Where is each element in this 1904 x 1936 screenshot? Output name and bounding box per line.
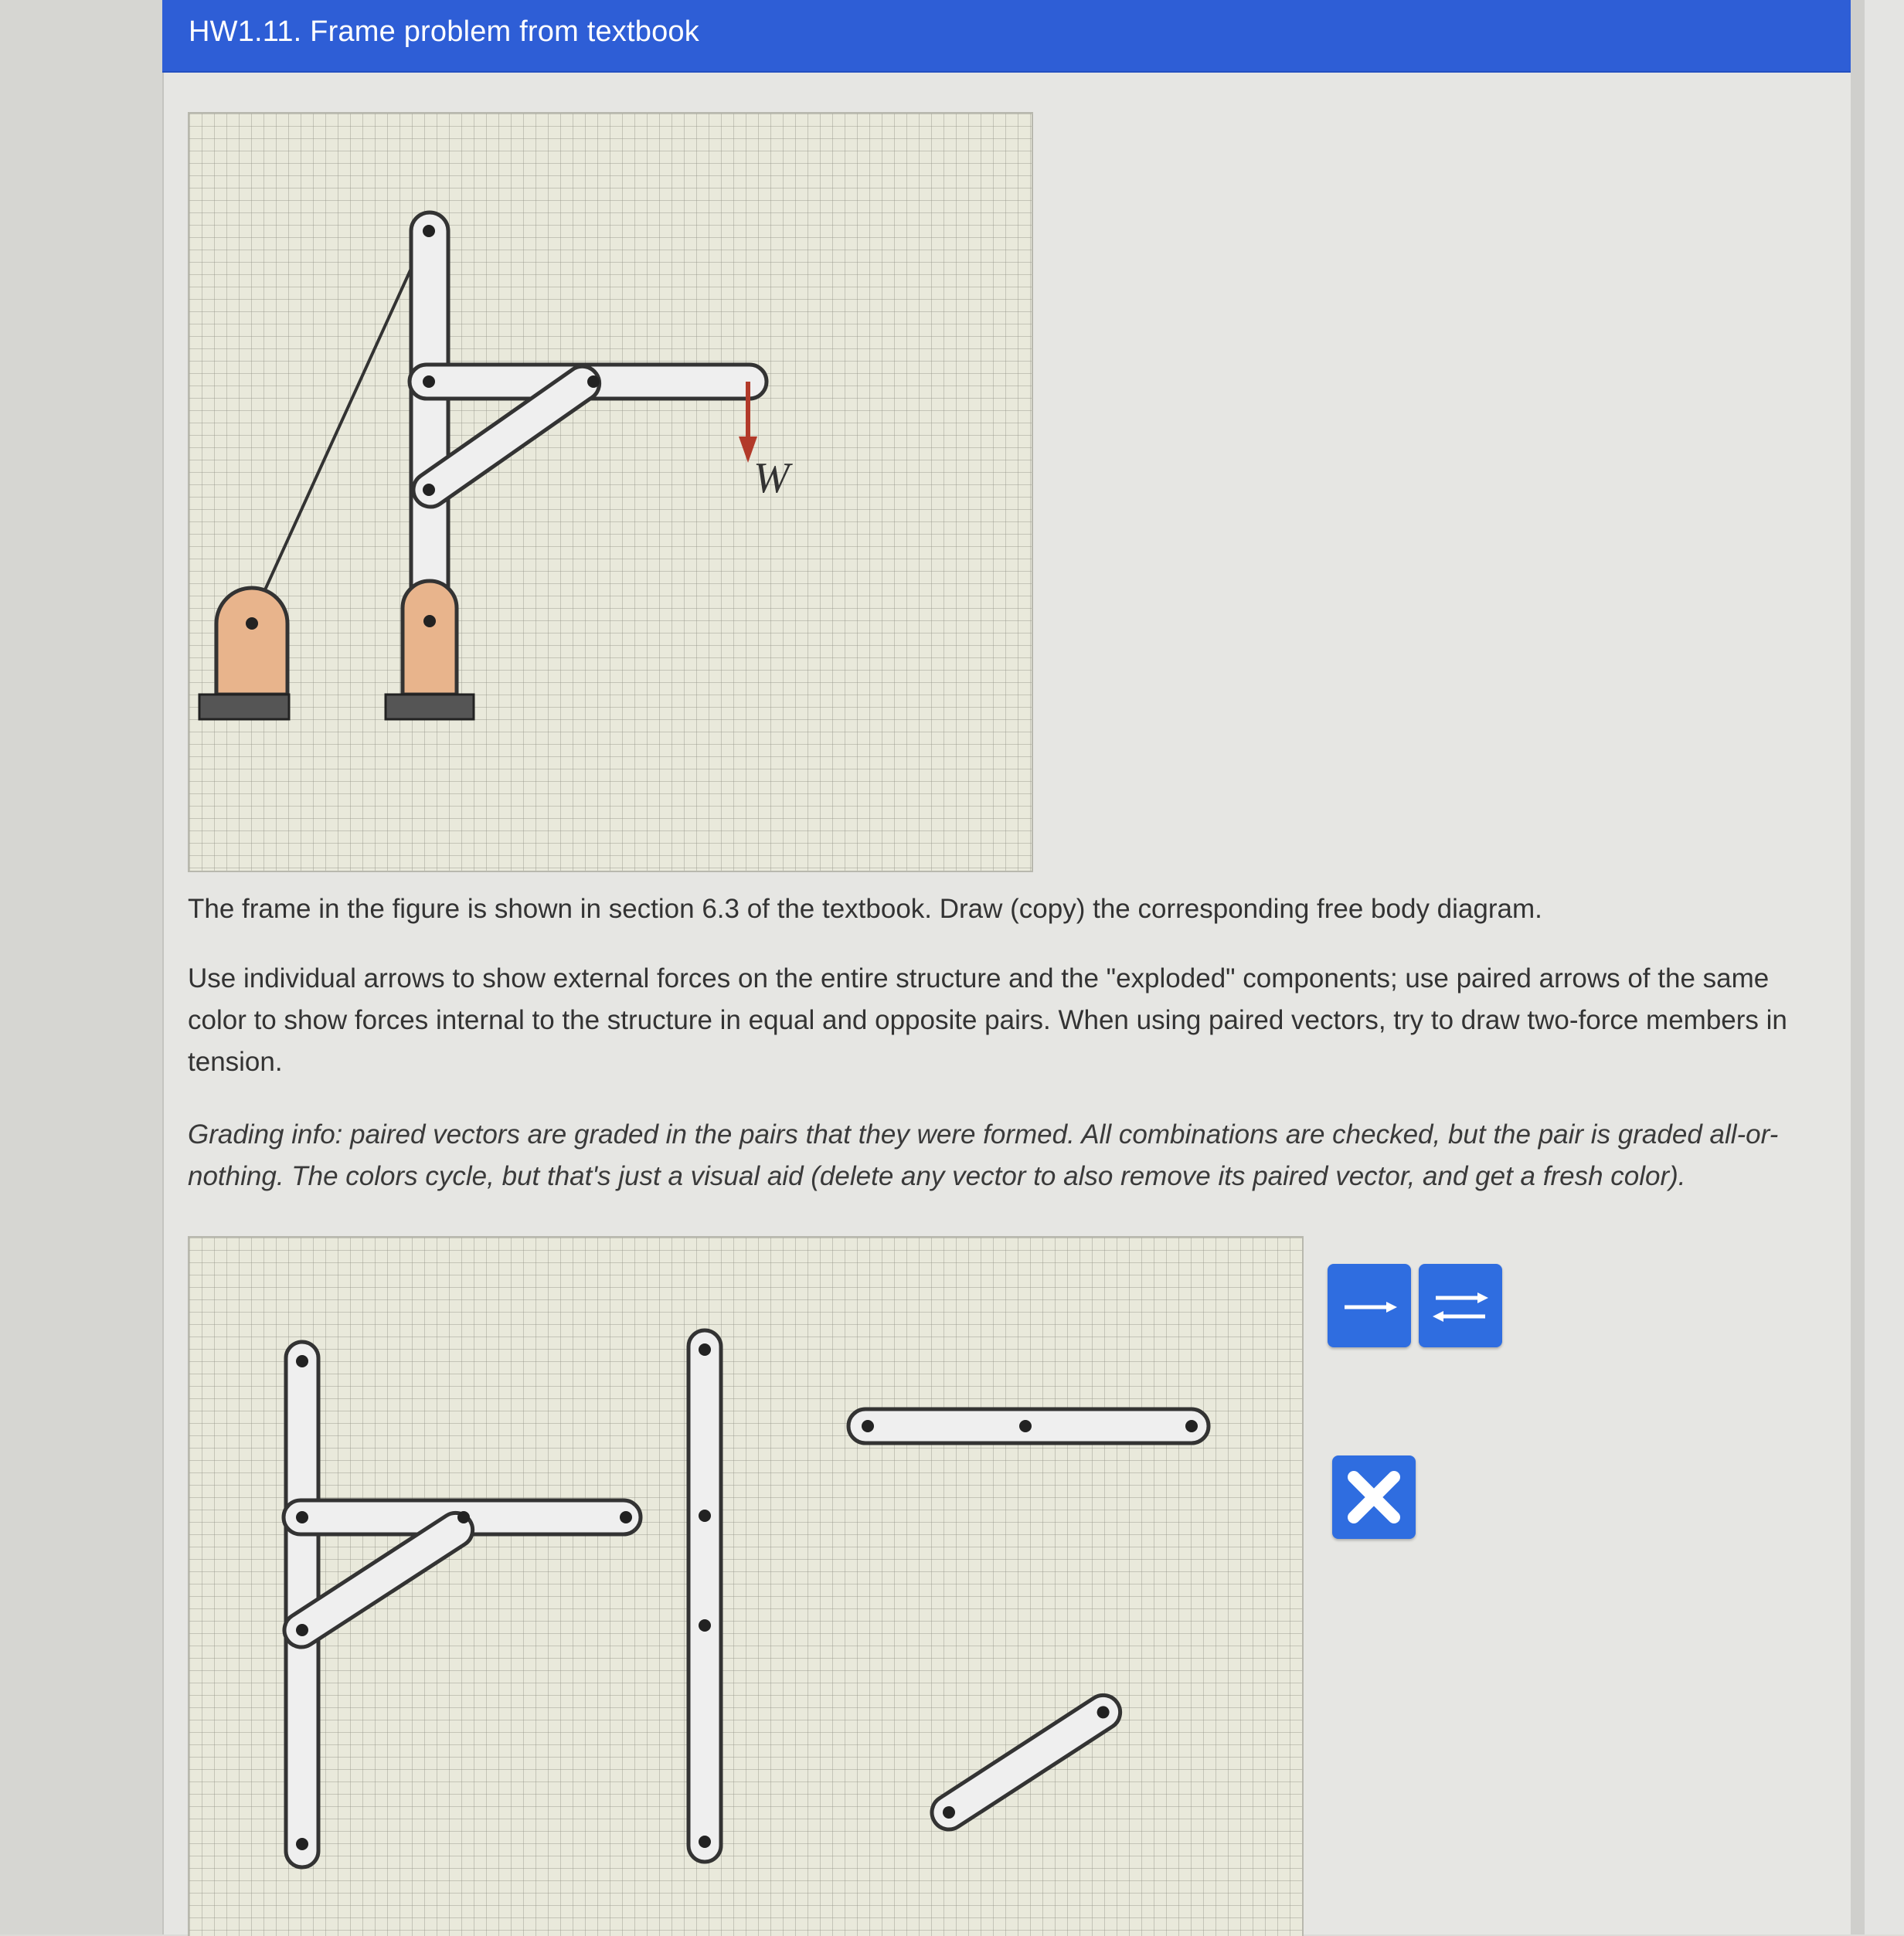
delete-vector-button[interactable] (1332, 1455, 1416, 1539)
reference-figure (188, 112, 1033, 872)
drawing-canvas[interactable] (188, 1236, 1304, 1936)
post-ground (386, 695, 474, 719)
grading-info: Grading info: paired vectors are graded in the pairs that they were formed. All combinations are checked, but the pair is graded all-or-nothing. The colors cycle, but that's just a visual aid (delete any vector to also remove its paired vector, and get a fresh color). (188, 1119, 1779, 1191)
instruction-paragraph-1: The frame in the figure is shown in section 6.3 of the textbook. Draw (copy) the corresponding free body diagram. (188, 894, 1542, 924)
single-vector-button[interactable] (1328, 1264, 1411, 1347)
subframe-assembly (278, 1342, 641, 1867)
pin-post-support (423, 615, 436, 627)
scrollbar-track[interactable] (1851, 0, 1865, 1934)
problem-header (162, 0, 1851, 73)
left-support (216, 588, 287, 695)
load-label: W (753, 454, 790, 502)
pin-top (423, 225, 435, 237)
instruction-paragraph-2: Use individual arrows to show external forces on the entire structure and the "exploded" components; use paired arrows of the same color to show forces internal to the structure in equal and opposite pairs. When using paired vectors, try to draw two-force members in tension. (188, 963, 1787, 1077)
single-arrow-icon (1328, 1264, 1411, 1347)
separate-vertical-post (688, 1330, 721, 1862)
pin-post-horizontal (423, 375, 435, 388)
paired-arrows-icon (1419, 1264, 1502, 1347)
paired-vector-button[interactable] (1419, 1264, 1502, 1347)
left-ground (199, 695, 289, 719)
frame-diagram (189, 114, 1032, 871)
separate-diagonal-brace (926, 1689, 1127, 1836)
left-gutter (0, 0, 162, 1934)
problem-title: HW1.11. Frame problem from textbook (189, 15, 699, 48)
pin-left-support (246, 617, 258, 630)
separate-horizontal-beam (848, 1409, 1209, 1443)
right-scroll-area[interactable] (1851, 0, 1904, 1934)
pin-brace-horizontal (587, 375, 600, 388)
post-support (403, 581, 457, 695)
close-icon (1332, 1455, 1416, 1539)
pin-brace-post (423, 484, 435, 496)
exploded-components[interactable] (189, 1238, 1302, 1936)
cable (255, 229, 429, 612)
